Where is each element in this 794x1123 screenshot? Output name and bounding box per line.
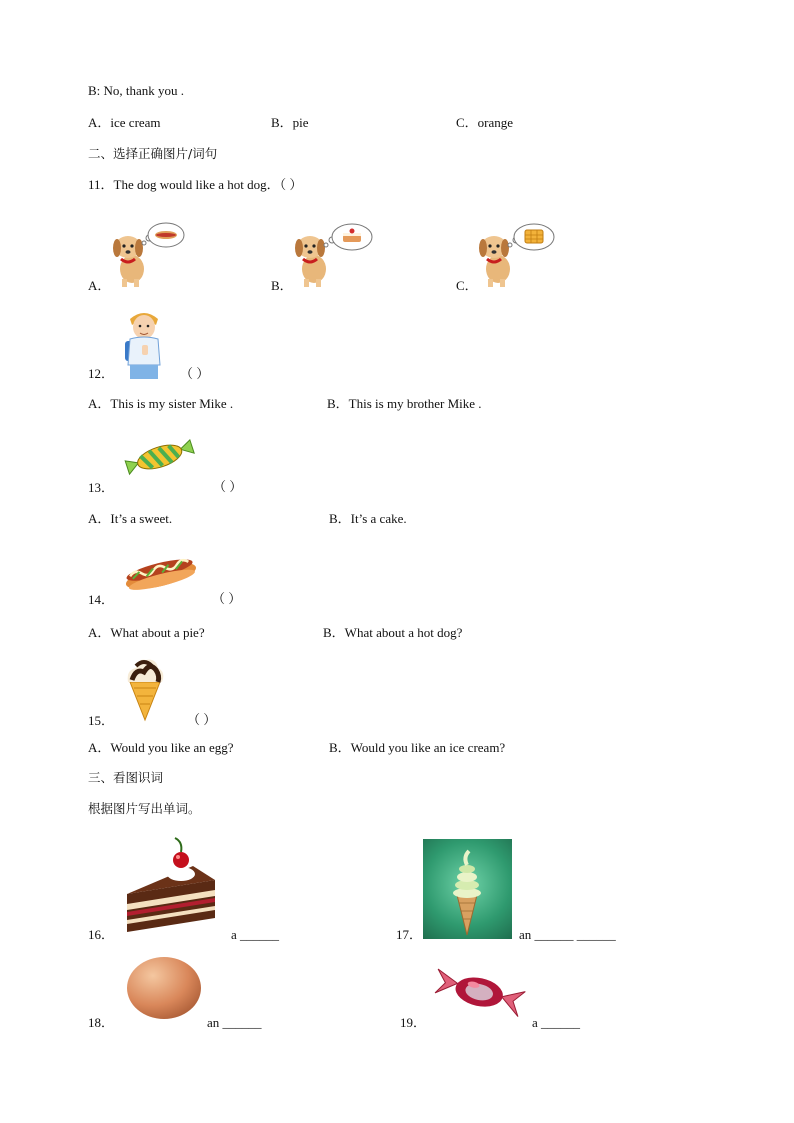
option-text: This is my brother Mike .: [348, 396, 482, 411]
candy-icon: [432, 969, 526, 1017]
q13-number: 13．: [88, 480, 115, 495]
dog-icon: [479, 236, 510, 287]
option-letter: B．: [329, 740, 351, 755]
sweet-icon: [124, 437, 195, 477]
option-letter: A．: [88, 740, 111, 755]
item19-answer-blank[interactable]: a ______: [532, 1015, 581, 1030]
dog-icon: [295, 236, 326, 287]
option-text: Would you like an ice cream?: [350, 740, 506, 755]
section3-instruction: 根据图片写出单词。: [88, 801, 201, 816]
question-number: 11．: [88, 177, 114, 192]
q12-option-b[interactable]: [327, 396, 482, 412]
thought-bubble-icon: [324, 224, 372, 250]
soft-serve-icon: [423, 839, 512, 939]
q12-number: 12．: [88, 366, 115, 381]
q11-question: [88, 177, 302, 193]
option-letter: A．: [88, 396, 111, 411]
section3-title: 三、看图识词: [88, 770, 164, 785]
option-letter: A．: [88, 115, 111, 130]
option-text: It’s a cake.: [350, 511, 407, 526]
section2-title: 二、选择正确图片/词句: [88, 146, 218, 161]
option-text: orange: [477, 115, 514, 130]
dog-thinking-waffle-image[interactable]: [476, 221, 560, 291]
item16-number: 16．: [88, 927, 115, 942]
boy-with-backpack-image[interactable]: [122, 309, 166, 381]
option-letter: B．: [329, 511, 351, 526]
option-text: ice cream: [110, 115, 161, 130]
wrapped-sweet-image[interactable]: [124, 434, 196, 482]
option-letter: B．: [271, 115, 293, 130]
dog-icon: [113, 236, 144, 287]
option-letter: A．: [88, 625, 111, 640]
item17-number: 17．: [396, 927, 423, 942]
q13-option-b[interactable]: [329, 511, 407, 527]
q10-answer-line: B: No, thank you .: [88, 83, 185, 98]
egg-icon: [127, 957, 201, 1019]
q14-number: 14．: [88, 592, 115, 607]
q13-option-a[interactable]: [88, 511, 172, 527]
option-text: This is my sister Mike .: [110, 396, 234, 411]
q14-option-a[interactable]: [88, 625, 205, 641]
q11-option-c-letter[interactable]: C．: [456, 278, 478, 293]
item17-answer-blank[interactable]: an ______ ______: [519, 927, 616, 942]
q12-blank[interactable]: （ ）: [180, 366, 210, 381]
q10-option-a[interactable]: [88, 115, 161, 131]
option-text: It’s a sweet.: [110, 511, 173, 526]
q11-option-b-letter[interactable]: B．: [271, 278, 293, 293]
option-text: Would you like an egg?: [110, 740, 234, 755]
option-text: pie: [292, 115, 309, 130]
boy-icon: [125, 313, 160, 379]
item18-number: 18．: [88, 1015, 115, 1030]
option-letter: C．: [456, 115, 478, 130]
thought-bubble-icon: [508, 224, 554, 250]
hot-dog-icon: [123, 555, 198, 595]
q15-number: 15．: [88, 713, 115, 728]
option-text: What about a pie?: [110, 625, 205, 640]
question-text: The dog would like a hot dog．（ ）: [113, 177, 303, 192]
cake-slice-image: [123, 836, 219, 936]
cake-icon: [127, 838, 215, 932]
egg-image: [124, 954, 204, 1022]
option-letter: B．: [323, 625, 345, 640]
item19-number: 19．: [400, 1015, 427, 1030]
red-candy-image: [430, 960, 528, 1026]
q10-option-b[interactable]: [271, 115, 309, 131]
q15-blank[interactable]: （ ）: [187, 712, 217, 727]
q15-option-a[interactable]: [88, 740, 234, 756]
q12-option-a[interactable]: [88, 396, 233, 412]
ice-cream-cone-image[interactable]: [120, 654, 170, 722]
option-text: What about a hot dog?: [344, 625, 463, 640]
thought-bubble-icon: [142, 223, 184, 247]
item16-answer-blank[interactable]: a ______: [231, 927, 280, 942]
hot-dog-image[interactable]: [120, 549, 200, 595]
option-letter: B．: [327, 396, 349, 411]
soft-serve-ice-cream-image: [423, 839, 512, 939]
q10-option-c[interactable]: [456, 115, 513, 131]
q11-option-a-letter[interactable]: A．: [88, 278, 111, 293]
q14-blank[interactable]: （ ）: [212, 591, 242, 606]
q14-option-b[interactable]: [323, 625, 462, 641]
item18-answer-blank[interactable]: an ______: [207, 1015, 262, 1030]
ice-cream-icon: [128, 660, 164, 720]
q13-blank[interactable]: （ ）: [213, 479, 243, 494]
option-letter: A．: [88, 511, 111, 526]
dog-thinking-cake-image[interactable]: [292, 221, 376, 291]
q15-option-b[interactable]: [329, 740, 505, 756]
dog-thinking-hotdog-image[interactable]: [106, 221, 186, 291]
